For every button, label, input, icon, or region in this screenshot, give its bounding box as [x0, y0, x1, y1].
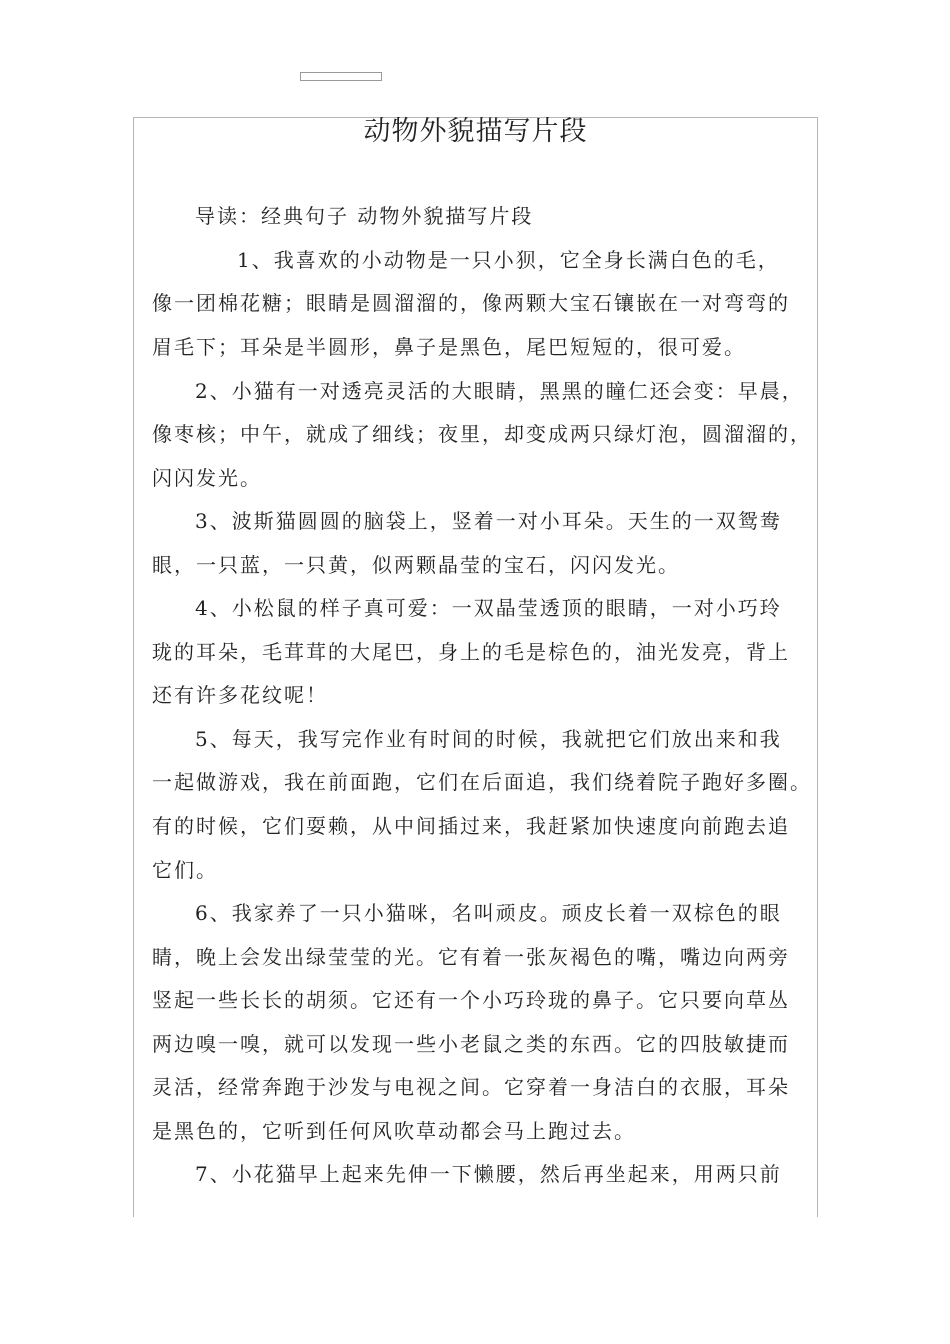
text-line: 它们。 [152, 858, 218, 882]
text-line: 竖起一些长长的胡须。它还有一个小巧玲珑的鼻子。它只要向草丛 [152, 988, 790, 1012]
text-line: 像一团棉花糖；眼睛是圆溜溜的，像两颗大宝石镶嵌在一对弯弯的 [152, 291, 790, 315]
text-line: 眉毛下；耳朵是半圆形，鼻子是黑色，尾巴短短的，很可爱。 [152, 335, 746, 359]
text-line: 5、每天，我写完作业有时间的时候，我就把它们放出来和我 [195, 727, 782, 751]
text-line: 有的时候，它们耍赖，从中间插过来，我赶紧加快速度向前跑去追 [152, 814, 790, 838]
text-line: 两边嗅一嗅，就可以发现一些小老鼠之类的东西。它的四肢敏捷而 [152, 1032, 790, 1056]
text-line: 灵活，经常奔跑于沙发与电视之间。它穿着一身洁白的衣服，耳朵 [152, 1075, 790, 1099]
text-line: 3、波斯猫圆圆的脑袋上，竖着一对小耳朵。天生的一双鸳鸯 [195, 509, 782, 533]
text-line: 4、小松鼠的样子真可爱：一双晶莹透顶的眼睛，一对小巧玲 [195, 596, 782, 620]
text-line: 6、我家养了一只小猫咪，名叫顽皮。顽皮长着一双棕色的眼 [195, 901, 782, 925]
text-line: 一起做游戏，我在前面跑，它们在后面追，我们绕着院子跑好多圈。 [152, 770, 812, 794]
document-title: 动物外貌描写片段 [363, 116, 588, 147]
text-line: 7、小花猫早上起来先伸一下懒腰，然后再坐起来，用两只前 [195, 1162, 782, 1186]
header-box [300, 72, 382, 81]
text-line: 闪闪发光。 [152, 466, 262, 490]
text-line: 导读：经典句子 动物外貌描写片段 [195, 204, 534, 228]
text-line: 2、小猫有一对透亮灵活的大眼睛，黑黑的瞳仁还会变：早晨， [195, 379, 804, 403]
text-line: 眼，一只蓝，一只黄，似两颗晶莹的宝石，闪闪发光。 [152, 553, 680, 577]
text-line: 还有许多花纹呢！ [152, 683, 328, 707]
text-line: 1、我喜欢的小动物是一只小狈，它全身长满白色的毛， [237, 248, 780, 272]
text-line: 是黑色的，它听到任何风吹草动都会马上跑过去。 [152, 1119, 636, 1143]
text-line: 睛，晚上会发出绿莹莹的光。它有着一张灰褐色的嘴，嘴边向两旁 [152, 945, 790, 969]
text-line: 像枣核；中午，就成了细线；夜里，却变成两只绿灯泡，圆溜溜的， [152, 422, 812, 446]
text-line: 珑的耳朵，毛茸茸的大尾巴，身上的毛是棕色的，油光发亮，背上 [152, 640, 790, 664]
